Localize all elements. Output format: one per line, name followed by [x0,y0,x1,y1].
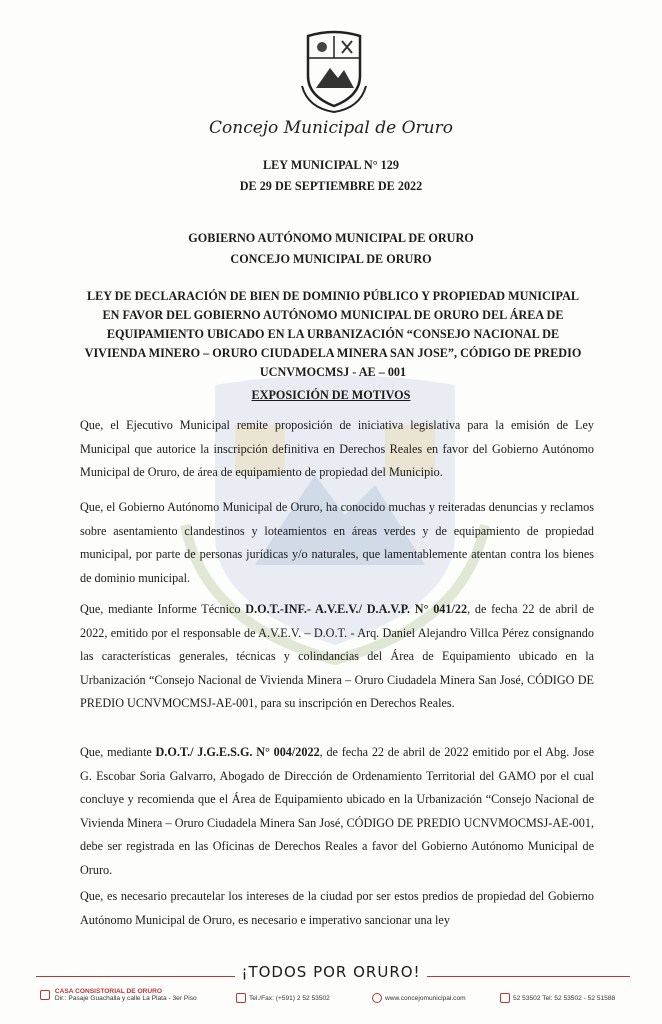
gov-line-1: GOBIERNO AUTÓNOMO MUNICIPAL DE ORURO [188,231,474,245]
p3-text-a: Que, mediante Informe Técnico [80,602,246,616]
paragraph-4 [80,741,594,882]
telfax-text: Tel./Fax: (+591) 2 52 53502 [249,994,330,1002]
paragraph-3 [80,598,594,716]
p3-reference: D.O.T.-INF.- A.V.E.V./ D.A.V.P. N° 041/22 [245,602,468,616]
p3-text-c: , de fecha 22 de abril de 2022, emitido por el responsable de A.V.E.V. – D.O.T. - Arq. Daniel Alejandro Villca Pérez consignando las características generales, técnicas y colindancias del Área de Equipamiento ubicado en la Urbanización “Consejo Nacional de Vivienda Minera – Oruro Ciudadela Minera San José, CÓDIGO DE PREDIO UCNVMOCMSJ-AE-001, para su inscripción en Derechos Reales. [80,602,594,710]
paragraph-1: Que, el Ejecutivo Municipal remite proposición de iniciativa legislativa para la emisión de Ley Municipal que autorice la inscripción definitiva en Derechos Reales en favor del Gobierno Autónomo Municipal de Oruro, de área de equipamiento de propiedad del Municipio. [80,418,594,479]
footer-slogan [0,963,662,981]
phone-icon [500,993,510,1003]
phones-text: 52 53502 Tel: 52 53502 - 52 51588 [513,994,616,1002]
p4-text-a: Que, mediante [80,745,156,759]
footer-telfax [236,993,330,1003]
casa-address: Dir.: Pasaje Guachalla y calle La Plata - 3er Piso [54,995,197,1002]
footer-address-block [40,988,197,1002]
section-title: EXPOSICIÓN DE MOTIVOS [251,388,411,402]
fax-icon [236,993,246,1003]
p4-text-c: , de fecha 22 de abril de 2022 emitido por el Abg. Jose G. Escobar Soria Galvarro, Abogado de Dirección de Ordenamiento Territorial del GAMO por el cual concluye y recomienda que el Área de Equipamiento ubicado en la Urbanización “Consejo Nacional de Vivienda Minera – Oruro Ciudadela Minera San José, CÓDIGO DE PREDIO UCNVMOCMSJ-AE-001, debe ser registrada en las Oficinas de Derechos Reales a favor del Gobierno Autónomo Municipal de Oruro. [80,745,594,877]
slogan-text: ¡TODOS POR ORURO! [235,963,426,981]
globe-icon [372,993,382,1003]
law-number: LEY MUNICIPAL N° 129 [263,158,399,172]
footer-website[interactable] [372,993,466,1003]
law-date: DE 29 DE SEPTIEMBRE DE 2022 [239,179,423,193]
location-icon [40,990,50,1000]
website-link[interactable]: www.concejomunicipal.com [385,994,466,1002]
gov-line-2: CONCEJO MUNICIPAL DE ORURO [230,252,432,266]
p4-reference: D.O.T./ J.G.E.S.G. N° 004/2022 [155,745,320,759]
law-title: LEY DE DECLARACIÓN DE BIEN DE DOMINIO PÚBLICO Y PROPIEDAD MUNICIPAL EN FAVOR DEL GOBIERNO AUTÓNOMO MUNICIPAL DE ORURO DEL ÁREA DE EQUIPAMIENTO UBICADO EN LA URBANIZACIÓN “CONSEJO NACIONAL DE VIVIENDA MINERO – ORURO CIUDADELA MINERA SAN JOSE”, CÓDIGO DE PREDIO UCNVMOCMSJ - AE – 001 [84,289,582,379]
municipal-seal-logo [298,26,370,114]
brand-title: Concejo Municipal de Oruro [209,118,453,138]
footer-phones [500,993,615,1003]
casa-title: CASA CONSISTORIAL DE ORURO [54,988,163,995]
paragraph-5: Que, es necesario precautelar los intereses de la ciudad por ser estos predios de propiedad del Gobierno Autónomo Municipal de Oruro, es necesario e imperativo sancionar una ley [80,889,594,927]
paragraph-2: Que, el Gobierno Autónomo Municipal de Oruro, ha conocido muchas y reiteradas denuncias y reclamos sobre asentamiento clandestinos y loteamientos en áreas verdes y de equipamiento de propiedad municipal, por parte de personas jurídicas y/o naturales, que lamentablemente atentan contra los bienes de dominio municipal. [80,500,594,585]
